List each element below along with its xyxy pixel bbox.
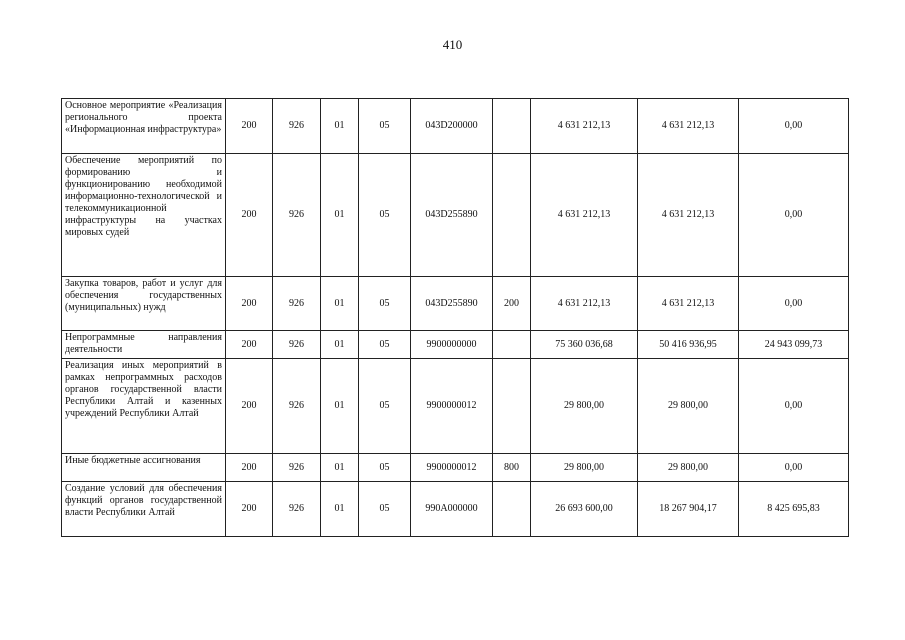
row-name: Закупка товаров, работ и услуг для обеспечения государственных (муниципальных) нужд bbox=[62, 277, 226, 331]
row-name: Создание условий для обеспечения функций органов государственной власти Республики Алтай bbox=[62, 482, 226, 537]
cell-expense-type bbox=[493, 482, 531, 537]
cell-amount-2: 29 800,00 bbox=[638, 454, 739, 482]
cell-section: 01 bbox=[321, 99, 359, 154]
table-row bbox=[62, 454, 849, 482]
cell-amount-2: 4 631 212,13 bbox=[638, 154, 739, 277]
cell-code-1: 200 bbox=[226, 331, 273, 359]
row-name: Иные бюджетные ассигнования bbox=[62, 454, 226, 482]
cell-code-2: 926 bbox=[273, 99, 321, 154]
cell-subsection: 05 bbox=[359, 277, 411, 331]
cell-section: 01 bbox=[321, 277, 359, 331]
cell-amount-2: 50 416 936,95 bbox=[638, 331, 739, 359]
cell-amount-3: 0,00 bbox=[739, 99, 849, 154]
cell-amount-1: 29 800,00 bbox=[531, 454, 638, 482]
cell-target-article: 043D255890 bbox=[411, 154, 493, 277]
cell-target-article: 9900000000 bbox=[411, 331, 493, 359]
table-row bbox=[62, 154, 849, 277]
cell-section: 01 bbox=[321, 454, 359, 482]
table-row bbox=[62, 359, 849, 454]
budget-table bbox=[61, 98, 849, 537]
cell-subsection: 05 bbox=[359, 482, 411, 537]
cell-expense-type bbox=[493, 331, 531, 359]
cell-amount-3: 0,00 bbox=[739, 154, 849, 277]
cell-amount-2: 18 267 904,17 bbox=[638, 482, 739, 537]
cell-amount-2: 29 800,00 bbox=[638, 359, 739, 454]
cell-amount-2: 4 631 212,13 bbox=[638, 277, 739, 331]
cell-section: 01 bbox=[321, 331, 359, 359]
cell-code-2: 926 bbox=[273, 454, 321, 482]
row-name: Реализация иных мероприятий в рамках непрограммных расходов органов государственной власти Республики Алтай и казенных учреждений Республики Алтай bbox=[62, 359, 226, 454]
cell-amount-3: 8 425 695,83 bbox=[739, 482, 849, 537]
cell-amount-3: 0,00 bbox=[739, 277, 849, 331]
cell-code-2: 926 bbox=[273, 359, 321, 454]
cell-expense-type bbox=[493, 359, 531, 454]
cell-amount-1: 4 631 212,13 bbox=[531, 99, 638, 154]
table-row bbox=[62, 277, 849, 331]
cell-section: 01 bbox=[321, 154, 359, 277]
cell-amount-1: 4 631 212,13 bbox=[531, 154, 638, 277]
row-name: Основное мероприятие «Реализация регионального проекта «Информационная инфраструктура» bbox=[62, 99, 226, 154]
cell-code-1: 200 bbox=[226, 454, 273, 482]
cell-amount-3: 0,00 bbox=[739, 454, 849, 482]
cell-subsection: 05 bbox=[359, 154, 411, 277]
cell-expense-type: 800 bbox=[493, 454, 531, 482]
cell-code-1: 200 bbox=[226, 359, 273, 454]
cell-expense-type: 200 bbox=[493, 277, 531, 331]
cell-amount-3: 0,00 bbox=[739, 359, 849, 454]
row-name: Непрограммные направления деятельности bbox=[62, 331, 226, 359]
cell-amount-1: 4 631 212,13 bbox=[531, 277, 638, 331]
cell-target-article: 9900000012 bbox=[411, 359, 493, 454]
cell-target-article: 990A000000 bbox=[411, 482, 493, 537]
cell-amount-3: 24 943 099,73 bbox=[739, 331, 849, 359]
cell-section: 01 bbox=[321, 482, 359, 537]
cell-subsection: 05 bbox=[359, 99, 411, 154]
cell-code-1: 200 bbox=[226, 482, 273, 537]
cell-amount-1: 75 360 036,68 bbox=[531, 331, 638, 359]
page-number: 410 bbox=[442, 37, 463, 52]
cell-expense-type bbox=[493, 154, 531, 277]
cell-code-1: 200 bbox=[226, 277, 273, 331]
table-row bbox=[62, 482, 849, 537]
table-row bbox=[62, 99, 849, 154]
cell-target-article: 043D255890 bbox=[411, 277, 493, 331]
cell-code-1: 200 bbox=[226, 99, 273, 154]
table-row bbox=[62, 331, 849, 359]
cell-amount-1: 29 800,00 bbox=[531, 359, 638, 454]
cell-code-1: 200 bbox=[226, 154, 273, 277]
cell-code-2: 926 bbox=[273, 482, 321, 537]
cell-subsection: 05 bbox=[359, 331, 411, 359]
cell-code-2: 926 bbox=[273, 154, 321, 277]
cell-expense-type bbox=[493, 99, 531, 154]
cell-target-article: 043D200000 bbox=[411, 99, 493, 154]
cell-code-2: 926 bbox=[273, 277, 321, 331]
cell-target-article: 9900000012 bbox=[411, 454, 493, 482]
cell-amount-2: 4 631 212,13 bbox=[638, 99, 739, 154]
cell-amount-1: 26 693 600,00 bbox=[531, 482, 638, 537]
cell-subsection: 05 bbox=[359, 454, 411, 482]
cell-subsection: 05 bbox=[359, 359, 411, 454]
cell-section: 01 bbox=[321, 359, 359, 454]
row-name: Обеспечение мероприятий по формированию и функционированию необходимой информационно-технологической и телекоммуникационной инфраструктуры на участках мировых судей bbox=[62, 154, 226, 277]
cell-code-2: 926 bbox=[273, 331, 321, 359]
